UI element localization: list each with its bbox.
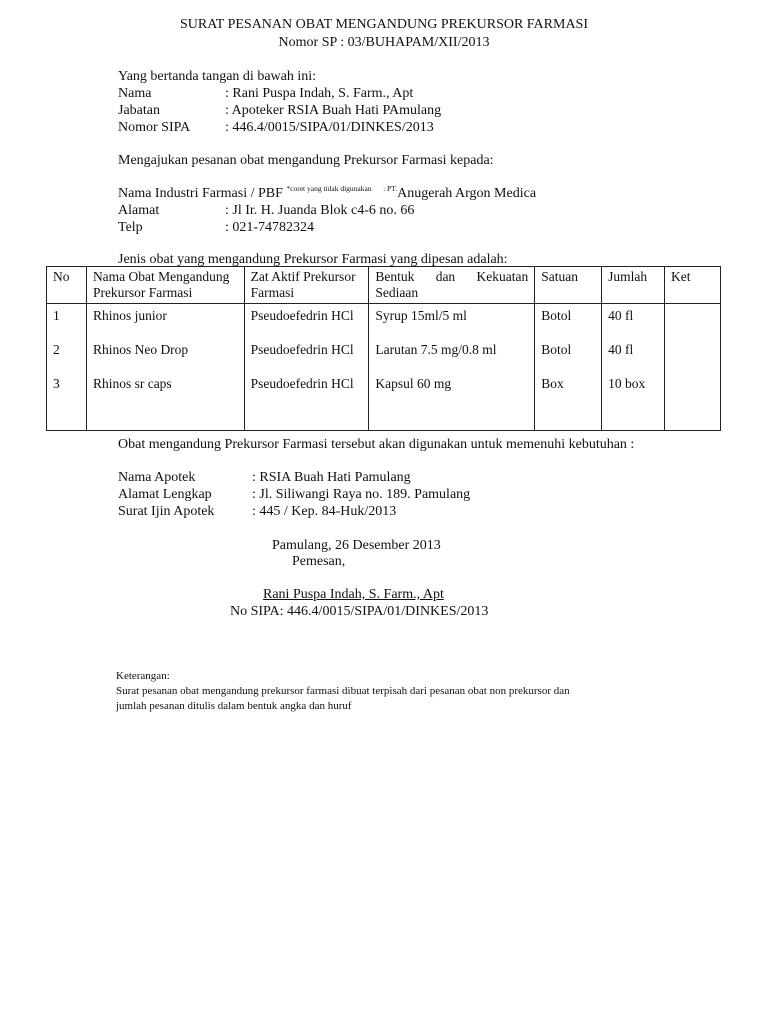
- row-note: [665, 304, 721, 341]
- order-intro-text: Jenis obat yang mengandung Prekursor Farmasi yang dipesan adalah:: [118, 252, 508, 267]
- notes-label: Keterangan:: [116, 670, 170, 682]
- usage-text: Obat mengandung Prekursor Farmasi tersebut akan digunakan untuk memenuhi kebutuhan :: [118, 437, 635, 452]
- request-text: Mengajukan pesanan obat mengandung Prekursor Farmasi kepada:: [118, 153, 494, 168]
- header-dosage-form-word3: Kekuatan: [476, 269, 529, 284]
- header-note: Ket: [665, 267, 721, 304]
- row-quantity: 40 fl: [602, 340, 665, 374]
- intro-text: Yang bertanda tangan di bawah ini:: [118, 69, 317, 84]
- supplier-phone-label: Telp: [118, 220, 143, 235]
- row-drug-name: Rhinos sr caps: [86, 374, 244, 408]
- supplier-industry-value: Anugerah Argon Medica: [397, 186, 537, 201]
- row-no: 1: [47, 304, 87, 341]
- signer-name-value: : Rani Puspa Indah, S. Farm., Apt: [225, 86, 414, 101]
- row-unit: Botol: [535, 340, 602, 374]
- header-dosage-form: [369, 267, 535, 304]
- supplier-address-label: Alamat: [118, 203, 160, 218]
- row-no: 3: [47, 374, 87, 408]
- supplier-strike-note: *coret yang tidak digunakan: [286, 184, 372, 193]
- document-number: Nomor SP : 03/BUHAPAM/XII/2013: [278, 35, 490, 50]
- signer-position-value: : Apoteker RSIA Buah Hati PAmulang: [225, 103, 442, 118]
- signer-sipa-number: No SIPA: 446.4/0015/SIPA/01/DINKES/2013: [230, 604, 489, 619]
- row-active-substance: Pseudoefedrin HCl: [244, 304, 369, 341]
- row-quantity: 10 box: [602, 374, 665, 408]
- empty-cell: [535, 408, 602, 431]
- row-no: 2: [47, 340, 87, 374]
- row-unit: Box: [535, 374, 602, 408]
- header-no: No: [47, 267, 87, 304]
- table-row: [47, 304, 721, 341]
- row-note: [665, 340, 721, 374]
- empty-cell: [665, 408, 721, 431]
- row-dosage-form: Kapsul 60 mg: [369, 374, 535, 408]
- pharmacy-license-label: Surat Ijin Apotek: [118, 504, 215, 519]
- table-header-row: [47, 267, 721, 304]
- signer-signature-name: Rani Puspa Indah, S. Farm., Apt: [263, 587, 444, 602]
- signer-sipa-label: Nomor SIPA: [118, 120, 191, 135]
- pharmacy-name-value: : RSIA Buah Hati Pamulang: [252, 470, 411, 485]
- supplier-industry-label: Nama Industri Farmasi / PBF: [118, 186, 283, 201]
- supplier-pt-prefix: : PT.: [383, 184, 398, 193]
- row-drug-name: Rhinos Neo Drop: [86, 340, 244, 374]
- empty-cell: [369, 408, 535, 431]
- header-unit: Satuan: [535, 267, 602, 304]
- signer-name-label: Nama: [118, 86, 152, 101]
- header-dosage-form-word2: dan: [435, 269, 456, 284]
- notes-line-2: jumlah pesanan ditulis dalam bentuk angka dan huruf: [116, 700, 352, 712]
- signer-sipa-value: : 446.4/0015/SIPA/01/DINKES/2013: [225, 120, 434, 135]
- row-drug-name: Rhinos junior: [86, 304, 244, 341]
- document-title: SURAT PESANAN OBAT MENGANDUNG PREKURSOR FARMASI: [179, 17, 589, 32]
- row-unit: Botol: [535, 304, 602, 341]
- signer-position-label: Jabatan: [118, 103, 160, 118]
- row-active-substance: Pseudoefedrin HCl: [244, 340, 369, 374]
- pharmacy-name-label: Nama Apotek: [118, 470, 196, 485]
- empty-cell: [244, 408, 369, 431]
- row-dosage-form: Syrup 15ml/5 ml: [369, 304, 535, 341]
- header-quantity: Jumlah: [602, 267, 665, 304]
- table-row: [47, 374, 721, 408]
- header-drug-name: Nama Obat Mengandung Prekursor Farmasi: [86, 267, 244, 304]
- pharmacy-address-label: Alamat Lengkap: [118, 487, 212, 502]
- row-active-substance: Pseudoefedrin HCl: [244, 374, 369, 408]
- header-dosage-form-word1: Bentuk: [375, 269, 415, 284]
- empty-cell: [602, 408, 665, 431]
- row-dosage-form: Larutan 7.5 mg/0.8 ml: [369, 340, 535, 374]
- pharmacy-address-value: : Jl. Siliwangi Raya no. 189. Pamulang: [252, 487, 471, 502]
- empty-cell: [86, 408, 244, 431]
- place-date: Pamulang, 26 Desember 2013: [272, 538, 441, 553]
- orderer-label: Pemesan,: [292, 554, 346, 569]
- notes-line-1: Surat pesanan obat mengandung prekursor farmasi dibuat terpisah dari pesanan obat non prekursor dan: [116, 685, 570, 697]
- supplier-phone-value: : 021-74782324: [225, 220, 315, 235]
- row-quantity: 40 fl: [602, 304, 665, 341]
- order-table: [46, 266, 721, 431]
- supplier-line: [118, 186, 536, 202]
- row-note: [665, 374, 721, 408]
- table-row: [47, 340, 721, 374]
- header-active-substance: Zat Aktif Prekursor Farmasi: [244, 267, 369, 304]
- header-dosage-form-word4: Sediaan: [375, 285, 419, 300]
- pharmacy-license-value: : 445 / Kep. 84-Huk/2013: [252, 504, 397, 519]
- table-row-empty: [47, 408, 721, 431]
- empty-cell: [47, 408, 87, 431]
- supplier-address-value: : Jl Ir. H. Juanda Blok c4-6 no. 66: [225, 203, 415, 218]
